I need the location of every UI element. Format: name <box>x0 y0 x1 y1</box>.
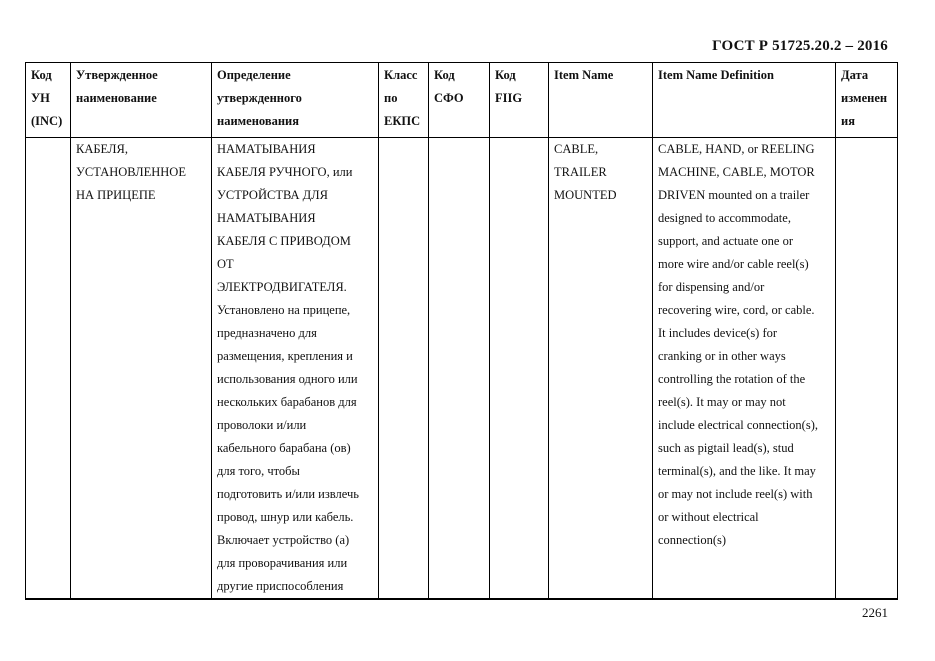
header-approved-name: Утвержденное наименование <box>71 63 212 138</box>
header-change-date: Дата изменен ия <box>836 63 898 138</box>
cell-sfo-code <box>429 138 490 600</box>
cell-fiig-code <box>490 138 549 600</box>
header-fiig-code: Код FIIG <box>490 63 549 138</box>
header-item-name-definition: Item Name Definition <box>653 63 836 138</box>
table-row <box>26 138 898 600</box>
header-sfo-code: Код СФО <box>429 63 490 138</box>
item-spec-table <box>25 62 898 600</box>
cell-definition: НАМАТЫВАНИЯ КАБЕЛЯ РУЧНОГО, или УСТРОЙСТВА ДЛЯ НАМАТЫВАНИЯ КАБЕЛЯ С ПРИВОДОМ ОТ ЭЛЕКТРОДВИГАТЕЛЯ. Установлено на прицепе, предназначено для размещения, крепления и использования одного или нескольких барабанов для проволоки и/или кабельного барабана (ов) для того, чтобы подготовить и/или извлечь провод, шнур или кабель. Включает устройство (а) для проворачивания или другие приспособления <box>212 138 379 600</box>
cell-item-name-definition: CABLE, HAND, or REELING MACHINE, CABLE, MOTOR DRIVEN mounted on a trailer designed to accommodate, support, and actuate one or more wire and/or cable reel(s) for dispensing and/or recovering wire, cord, or cable. It includes device(s) for cranking or in other ways controlling the rotation of the reel(s). It may or may not include electrical connection(s), such as pigtail lead(s), stud terminal(s), and the like. It may or may not include reel(s) with or without electrical connection(s) <box>653 138 836 600</box>
header-ekps-class: Класс по ЕКПС <box>379 63 429 138</box>
cell-ekps-class <box>379 138 429 600</box>
page-number: 2261 <box>862 605 888 620</box>
cell-inc <box>26 138 71 600</box>
cell-item-name: CABLE, TRAILER MOUNTED <box>549 138 653 600</box>
header-inc: Код УН (INC) <box>26 63 71 138</box>
cell-approved-name: КАБЕЛЯ, УСТАНОВЛЕННОЕ НА ПРИЦЕПЕ <box>71 138 212 600</box>
table-header-row <box>26 63 898 138</box>
header-definition: Определение утвержденного наименования <box>212 63 379 138</box>
cell-change-date <box>836 138 898 600</box>
document-standard-code: ГОСТ Р 51725.20.2 – 2016 <box>712 38 888 54</box>
header-item-name: Item Name <box>549 63 653 138</box>
